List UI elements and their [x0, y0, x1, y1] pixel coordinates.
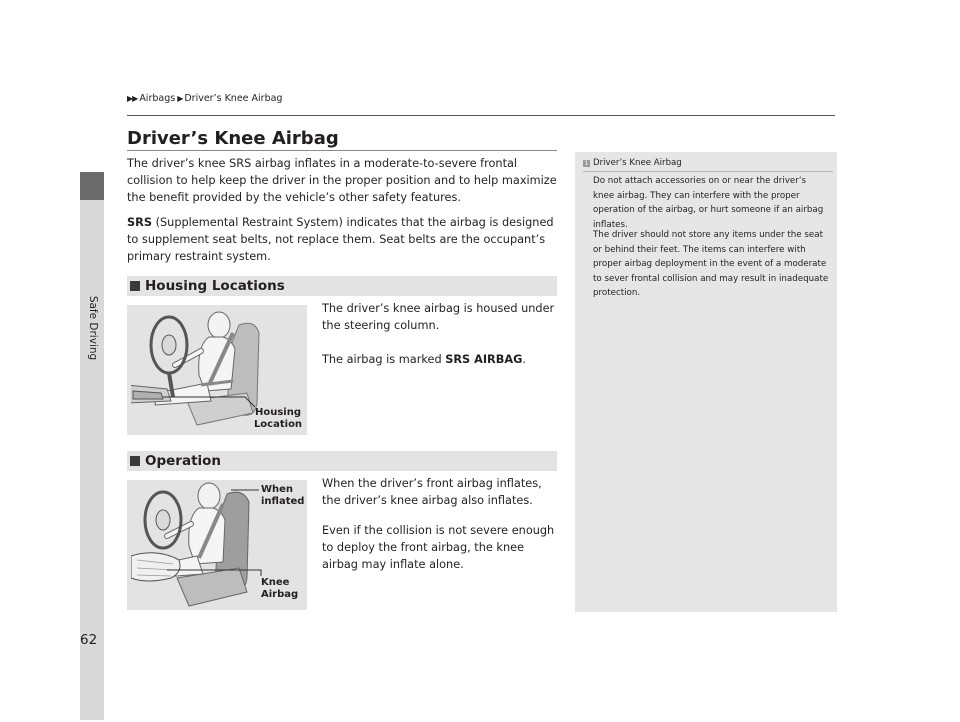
section-housing-locations — [127, 276, 557, 296]
breadcrumb-item-knee-airbag[interactable]: Driver’s Knee Airbag — [184, 93, 283, 104]
page-number: 62 — [80, 632, 98, 648]
side-note-box — [575, 152, 837, 612]
housing-text-1: The driver’s knee airbag is housed under the steering column. — [322, 302, 555, 332]
side-tab-label: Safe Driving — [87, 295, 99, 361]
operation-figure — [127, 480, 307, 610]
housing-figure — [127, 305, 307, 435]
header-rule — [127, 115, 835, 116]
knee-airbag-label: Knee Airbag — [261, 577, 299, 600]
srs-term: SRS — [127, 216, 152, 229]
housing-text-2: The airbag is marked SRS AIRBAG. — [322, 353, 526, 366]
section-title: Operation — [145, 453, 222, 469]
breadcrumb-arrow-icon: ▶ — [177, 94, 183, 103]
operation-text-1: When the driver’s front airbag inflates, the driver’s knee airbag also inflates. — [322, 477, 542, 507]
title-rule — [127, 150, 557, 151]
note-paragraph-2: The driver should not store any items under the seat or behind their feet. The items can interfere with proper airbag deployment in the event of a moderate to sever frontal collision and may result in inadequate protection. — [593, 230, 829, 299]
srs-airbag-mark: SRS AIRBAG — [445, 353, 523, 366]
section-square-icon — [130, 281, 140, 291]
section-title: Housing Locations — [145, 278, 285, 294]
breadcrumb-item-airbags[interactable]: Airbags — [139, 93, 176, 104]
section-square-icon — [130, 456, 140, 466]
note-reference-icon: 1 — [584, 159, 589, 167]
note-heading — [583, 158, 682, 168]
page-title: Driver’s Knee Airbag — [127, 128, 339, 149]
side-tab-marker — [80, 172, 104, 200]
operation-text-2: Even if the collision is not severe enough to deploy the front airbag, the knee airbag may inflate alone. — [322, 524, 555, 571]
note-heading-link[interactable]: Driver’s Knee Airbag — [593, 158, 682, 168]
intro-paragraph: The driver’s knee SRS airbag inflates in a moderate-to-severe frontal collision to help keep the driver in the proper position and to help maximize the benefit provided by the vehicle’s other safety features. — [127, 157, 557, 204]
note-paragraph-1: Do not attach accessories on or near the driver’s knee airbag. They can interfere with the proper operation of the airbag, or hurt someone if an airbag inflates. — [593, 176, 824, 230]
section-operation — [127, 451, 557, 471]
housing-location-label: Housing Location — [253, 407, 303, 430]
when-inflated-label: When inflated — [261, 484, 305, 507]
srs-description: (Supplemental Restraint System) indicates that the airbag is designed to supplement seat belts, not replace them. Seat belts are the occupant’s primary restraint system. — [127, 216, 554, 263]
srs-paragraph — [127, 214, 559, 265]
note-rule — [583, 171, 833, 172]
breadcrumb-arrow-icon: ▶▶ — [127, 94, 138, 103]
breadcrumb — [127, 93, 282, 104]
